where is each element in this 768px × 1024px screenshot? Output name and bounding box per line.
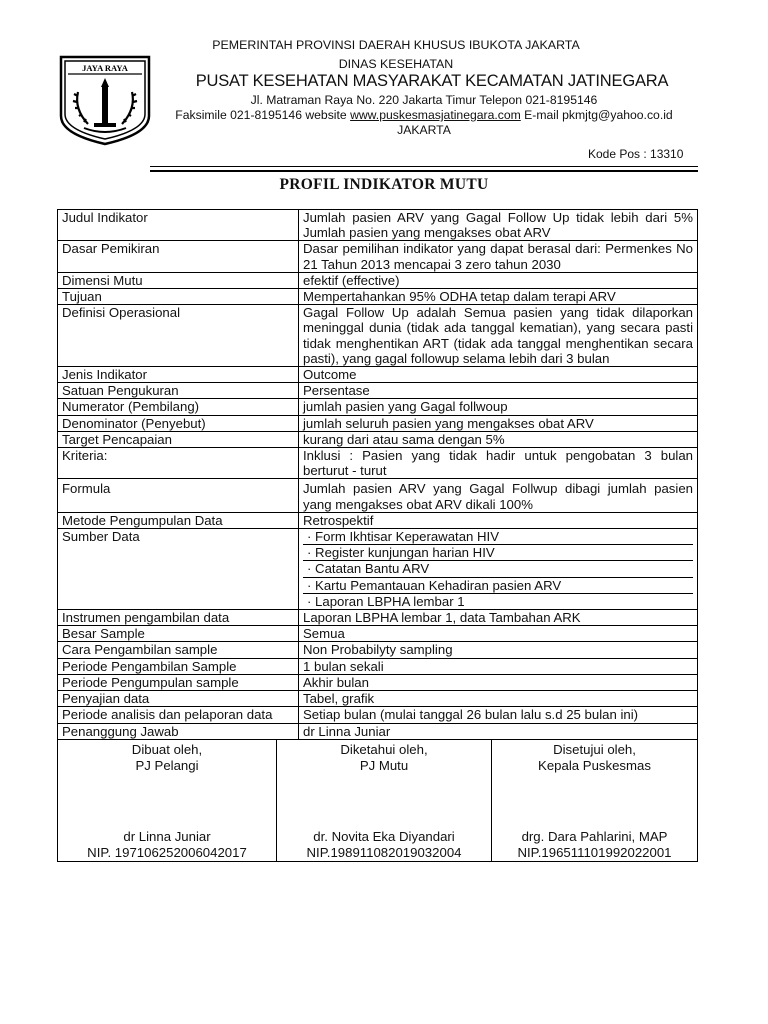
row-value: efektif (effective) [299, 272, 698, 288]
row-value: Gagal Follow Up adalah Semua pasien yang tidak dilaporkan meninggal dunia (tidak ada tanggal kematian), yang secara pasti tidak menghentikan ART (tidak ada tanggal menghentikan secara pasti), yang gagal followup selama lebih dari 3 bulan [299, 305, 698, 367]
row-label: Cara Pengambilan sample [58, 642, 299, 658]
header-divider-thin [150, 166, 698, 167]
table-row [58, 367, 698, 383]
table-row [58, 448, 698, 479]
source-item: · Form Ikhtisar Keperawatan HIV [303, 529, 693, 545]
row-label: Instrumen pengambilan data [58, 610, 299, 626]
row-value: Setiap bulan (mulai tanggal 26 bulan lalu s.d 25 bulan ini) [299, 707, 698, 723]
row-label: Dasar Pemikiran [58, 241, 299, 272]
table-row [58, 415, 698, 431]
signature-table [57, 740, 698, 862]
signature-role: Dibuat oleh, [131, 742, 203, 757]
signature-position: Kepala Puskesmas [538, 757, 651, 773]
row-label: Tujuan [58, 289, 299, 305]
signature-cell-reviewer [277, 740, 492, 862]
header-address: Jl. Matraman Raya No. 220 Jakarta Timur Telepon 021-8195146 [250, 93, 598, 107]
table-row [58, 305, 698, 367]
logo-motto: JAYA RAYA [82, 63, 128, 73]
document-title: PROFIL INDIKATOR MUTU [279, 176, 489, 193]
row-value: Dasar pemilihan indikator yang dapat berasal dari: Permenkes No 21 Tahun 2013 mencapai 3 zero tahun 2030 [299, 241, 698, 272]
table-row [58, 383, 698, 399]
header-divider-thick [150, 170, 698, 172]
row-label: Penyajian data [58, 691, 299, 707]
row-label: Numerator (Pembilang) [58, 399, 299, 415]
row-value: jumlah pasien yang Gagal follwoup [299, 399, 698, 415]
signature-row [58, 740, 698, 862]
source-item: · Kartu Pemantauan Kehadiran pasien ARV [303, 578, 693, 594]
signature-position: PJ Mutu [359, 757, 409, 773]
row-label: Judul Indikator [58, 210, 299, 241]
row-value: Semua [299, 626, 698, 642]
header-city: JAKARTA [397, 123, 451, 137]
email-text: E-mail pkmjtg@yahoo.co.id [520, 108, 673, 122]
row-label: Target Pencapaian [58, 431, 299, 447]
row-value-list [299, 529, 698, 610]
table-row [58, 691, 698, 707]
row-label: Periode Pengumpulan sample [58, 674, 299, 690]
row-value: kurang dari atau sama dengan 5% [299, 431, 698, 447]
table-row [58, 658, 698, 674]
row-value: Inklusi : Pasien yang tidak hadir untuk pengobatan 3 bulan berturut - turut [299, 448, 698, 479]
row-label: Metode Pengumpulan Data [58, 512, 299, 528]
row-value: Jumlah pasien ARV yang Gagal Follwup dibagi jumlah pasien yang mengakses obat ARV dikali 100% [299, 479, 698, 512]
row-value: 1 bulan sekali [299, 658, 698, 674]
row-label: Definisi Operasional [58, 305, 299, 367]
signature-nip: NIP.198911082019032004 [306, 844, 462, 860]
signature-role: Diketahui oleh, [340, 742, 428, 757]
row-value: Mempertahankan 95% ODHA tetap dalam terapi ARV [299, 289, 698, 305]
row-value: Tabel, grafik [299, 691, 698, 707]
signature-nip: NIP.196511101992022001 [517, 844, 672, 860]
table-row [58, 210, 698, 241]
signature-name: dr Linna Juniar [123, 829, 211, 844]
table-row [58, 512, 698, 528]
row-label: Penanggung Jawab [58, 723, 299, 739]
fax-text: Faksimile 021-8195146 website [175, 108, 351, 122]
table-row [58, 707, 698, 723]
row-value: Jumlah pasien ARV yang Gagal Follow Up tidak lebih dari 5% Jumlah pasien yang mengakses obat ARV [299, 210, 698, 241]
row-value: Persentase [299, 383, 698, 399]
table-row [58, 610, 698, 626]
table-row [58, 479, 698, 512]
indicator-profile-table [57, 209, 698, 740]
table-row [58, 431, 698, 447]
source-item: · Catatan Bantu ARV [303, 561, 693, 577]
row-value: Laporan LBPHA lembar 1, data Tambahan ARK [299, 610, 698, 626]
row-label: Satuan Pengukuran [58, 383, 299, 399]
signature-cell-approver [492, 740, 698, 862]
table-row [58, 674, 698, 690]
row-label: Sumber Data [58, 529, 299, 610]
table-row [58, 241, 698, 272]
row-label: Formula [58, 479, 299, 512]
website-link[interactable]: www.puskesmasjatinegara.com [350, 108, 521, 122]
signature-role: Disetujui oleh, [553, 742, 636, 757]
header-institution: PUSAT KESEHATAN MASYARAKAT KECAMATAN JATINEGARA [195, 72, 669, 90]
row-label: Periode Pengambilan Sample [58, 658, 299, 674]
row-value: Akhir bulan [299, 674, 698, 690]
row-value: Non Probabilyty sampling [299, 642, 698, 658]
signature-name: dr. Novita Eka Diyandari [313, 829, 455, 844]
row-value: jumlah seluruh pasien yang mengakses obat ARV [299, 415, 698, 431]
row-label: Denominator (Penyebut) [58, 415, 299, 431]
table-row [58, 272, 698, 288]
row-label: Periode analisis dan pelaporan data [58, 707, 299, 723]
row-value: Retrospektif [299, 512, 698, 528]
row-label: Dimensi Mutu [58, 272, 299, 288]
row-label: Kriteria: [58, 448, 299, 479]
signature-name: drg. Dara Pahlarini, MAP [521, 829, 668, 844]
row-value: dr Linna Juniar [299, 723, 698, 739]
signature-nip: NIP. 197106252006042017 [87, 844, 247, 860]
signature-cell-creator [58, 740, 277, 862]
table-row [58, 626, 698, 642]
postal-code: Kode Pos : 13310 [588, 147, 684, 161]
table-row [58, 529, 698, 610]
source-item: · Register kunjungan harian HIV [303, 545, 693, 561]
table-row [58, 642, 698, 658]
table-row [58, 289, 698, 305]
signature-position: PJ Pelangi [135, 757, 199, 773]
jakarta-emblem-logo [58, 54, 152, 146]
row-value: Outcome [299, 367, 698, 383]
source-item: · Laporan LBPHA lembar 1 [307, 593, 465, 609]
row-label: Jenis Indikator [58, 367, 299, 383]
header-government: PEMERINTAH PROVINSI DAERAH KHUSUS IBUKOTA JAKARTA [212, 38, 580, 52]
header-department: DINAS KESEHATAN [338, 57, 454, 71]
row-label: Besar Sample [58, 626, 299, 642]
table-row [58, 723, 698, 739]
table-row [58, 399, 698, 415]
